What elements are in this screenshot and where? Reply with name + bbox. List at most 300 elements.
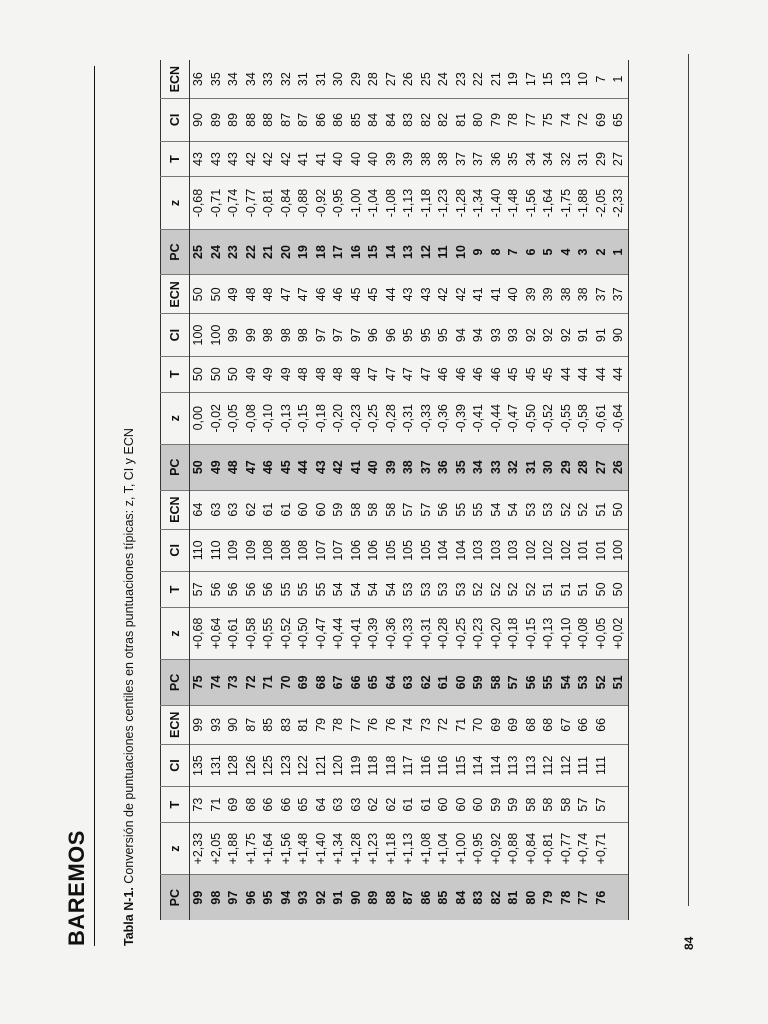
table-cell: 108: [260, 529, 278, 571]
table-cell: 68: [523, 705, 541, 744]
table-cell: 7: [505, 229, 523, 275]
table-row: [295, 60, 313, 920]
table-cell: 50: [593, 572, 611, 608]
table-cell: 49: [225, 275, 243, 314]
table-cell: 61: [400, 787, 418, 823]
table-cell: 2: [593, 229, 611, 275]
table-cell: +0,74: [575, 823, 593, 875]
table-cell: 91: [330, 875, 348, 920]
table-cell: +0,58: [243, 607, 261, 659]
table-cell: +1,04: [435, 823, 453, 875]
table-cell: 103: [470, 529, 488, 571]
table-cell: 54: [558, 660, 576, 706]
table-cell: 101: [593, 529, 611, 571]
table-cell: 40: [348, 141, 366, 177]
column-header-ci: CI: [161, 744, 190, 786]
table-cell: 32: [558, 141, 576, 177]
table-cell: 89: [225, 99, 243, 141]
table-cell: 63: [330, 787, 348, 823]
table-cell: 42: [453, 275, 471, 314]
table-cell: 47: [295, 275, 313, 314]
table-cell: 74: [208, 660, 226, 706]
table-cell: 53: [575, 660, 593, 706]
table-cell: 43: [400, 275, 418, 314]
column-header-ci: CI: [161, 529, 190, 571]
column-header-ci: CI: [161, 99, 190, 141]
table-cell: -1,40: [488, 177, 506, 229]
table-cell: 28: [575, 444, 593, 490]
table-row: [190, 60, 208, 920]
table-cell: 69: [593, 99, 611, 141]
table-cell: 99: [243, 314, 261, 356]
table-cell: 84: [453, 875, 471, 920]
table-cell: 57: [190, 572, 208, 608]
table-cell: -0,74: [225, 177, 243, 229]
table-cell: 97: [313, 314, 331, 356]
table-cell: 7: [593, 75, 608, 83]
table-cell: 62: [383, 787, 401, 823]
table-cell: 102: [540, 529, 558, 571]
table-cell: 118: [383, 744, 401, 786]
table-cell: 43: [418, 275, 436, 314]
table-cell: -2,33: [610, 177, 628, 229]
table-cell: 88: [383, 875, 401, 920]
table-cell: 88: [260, 99, 278, 141]
table-cell: [610, 823, 628, 875]
table-cell: -1,28: [453, 177, 471, 229]
table-cell: 87: [278, 99, 296, 141]
table-row: [365, 60, 383, 920]
column-header-pc: PC: [161, 444, 190, 490]
table-cell: 73: [190, 787, 208, 823]
table-cell: 61: [418, 787, 436, 823]
table-cell: +0,64: [208, 607, 226, 659]
table-cell: +0,61: [225, 607, 243, 659]
table-cell: 122: [295, 744, 313, 786]
table-cell: 57: [593, 787, 611, 823]
table-cell: 87: [295, 99, 313, 141]
table-cell: 1: [610, 60, 628, 99]
table-cell: 56: [523, 660, 541, 706]
table-cell: 79: [488, 99, 506, 141]
column-header-z: z: [161, 823, 190, 875]
table-cell: 82: [418, 99, 436, 141]
table-cell: 40: [505, 275, 523, 314]
table-cell: 36: [435, 444, 453, 490]
table-cell: 41: [348, 444, 366, 490]
table-cell: 97: [348, 314, 366, 356]
table-cell: +0,50: [295, 607, 313, 659]
table-cell: 49: [208, 444, 226, 490]
table-cell: 73: [225, 660, 243, 706]
table-cell: 80: [523, 875, 541, 920]
column-header-pc: PC: [161, 229, 190, 275]
table-cell: -0,52: [540, 392, 558, 444]
table-cell: +1,23: [365, 823, 383, 875]
table-cell: 72: [243, 660, 261, 706]
table-cell: 42: [330, 444, 348, 490]
table-row: [453, 60, 471, 920]
table-row: [418, 60, 436, 920]
table-cell: 11: [435, 229, 453, 275]
table-cell: 48: [348, 356, 366, 392]
table-cell: 10: [453, 229, 471, 275]
table-row: [243, 60, 261, 920]
table-cell: -1,88: [575, 177, 593, 229]
table-cell: 34: [243, 72, 258, 87]
table-cell: 66: [593, 705, 611, 744]
table-cell: +0,08: [575, 607, 593, 659]
table-cell: 109: [225, 529, 243, 571]
table-cell: 92: [558, 314, 576, 356]
table-cell: 47: [418, 356, 436, 392]
table-cell: -0,28: [383, 392, 401, 444]
table-cell: 38: [435, 141, 453, 177]
table-cell: 57: [400, 490, 418, 529]
table-cell: 56: [208, 572, 226, 608]
table-caption: [122, 428, 136, 946]
column-header-pc: PC: [161, 660, 190, 706]
table-cell: 47: [400, 356, 418, 392]
table-cell: -1,48: [505, 177, 523, 229]
table-cell: 49: [260, 356, 278, 392]
table-cell: 95: [260, 875, 278, 920]
table-cell: 47: [365, 356, 383, 392]
table-cell: 111: [575, 744, 593, 786]
table-cell: 66: [260, 787, 278, 823]
table-cell: 37: [470, 141, 488, 177]
table-cell: 82: [488, 875, 506, 920]
table-cell: 39: [383, 444, 401, 490]
table-cell: 88: [243, 99, 261, 141]
table-cell: 98: [260, 314, 278, 356]
table-cell: -0,84: [278, 177, 296, 229]
section-title: BAREMOS: [64, 830, 89, 946]
table-cell: 104: [435, 529, 453, 571]
table-cell: 62: [418, 660, 436, 706]
table-cell: 99: [225, 314, 243, 356]
table-cell: 63: [400, 660, 418, 706]
table-cell: 95: [400, 314, 418, 356]
table-cell: 54: [365, 572, 383, 608]
table-cell: 103: [488, 529, 506, 571]
table-cell: 42: [243, 141, 261, 177]
table-cell: 98: [295, 314, 313, 356]
table-cell: 100: [610, 529, 628, 571]
table-cell: 47: [278, 275, 296, 314]
table-cell: 41: [470, 275, 488, 314]
table-cell: 76: [383, 705, 401, 744]
table-cell: 39: [400, 141, 418, 177]
column-header-ecn: ECN: [161, 705, 190, 744]
table-cell: +0,20: [488, 607, 506, 659]
table-cell: 49: [278, 356, 296, 392]
table-cell: +0,41: [348, 607, 366, 659]
table-cell: 69: [225, 787, 243, 823]
column-header-pc: PC: [161, 875, 190, 920]
table-cell: 46: [470, 356, 488, 392]
table-cell: 96: [243, 875, 261, 920]
table-cell: 107: [330, 529, 348, 571]
table-cell: 95: [435, 314, 453, 356]
table-cell: +1,34: [330, 823, 348, 875]
table-cell: 55: [295, 572, 313, 608]
table-cell: 58: [348, 490, 366, 529]
table-cell: 13: [558, 72, 573, 87]
table-cell: 19: [295, 229, 313, 275]
table-cell: 8: [488, 229, 506, 275]
table-cell: 66: [348, 660, 366, 706]
table-cell: 24: [436, 72, 451, 87]
table-cell: 87: [243, 705, 261, 744]
table-cell: 62: [243, 490, 261, 529]
table-cell: 65: [295, 787, 313, 823]
table-cell: 67: [330, 660, 348, 706]
table-cell: 29: [593, 141, 611, 177]
table-cell: 38: [418, 141, 436, 177]
table-cell: +0,23: [470, 607, 488, 659]
table-cell: 46: [435, 356, 453, 392]
table-cell: 45: [523, 356, 541, 392]
table-cell: 63: [225, 490, 243, 529]
table-cell: 105: [418, 529, 436, 571]
table-cell: 50: [190, 356, 208, 392]
table-cell: 104: [453, 529, 471, 571]
table-cell: 128: [225, 744, 243, 786]
table-row: [540, 60, 558, 920]
table-cell: -2,05: [593, 177, 611, 229]
table-cell: [610, 705, 628, 744]
table-cell: 120: [330, 744, 348, 786]
table-row: [470, 60, 488, 920]
table-cell: 90: [610, 314, 628, 356]
table-cell: 76: [593, 875, 611, 920]
table-cell: +1,75: [243, 823, 261, 875]
table-cell: 81: [453, 99, 471, 141]
table-cell: 40: [330, 141, 348, 177]
table-cell: 74: [558, 99, 576, 141]
table-cell: 107: [313, 529, 331, 571]
table-cell: 78: [505, 99, 523, 141]
table-cell: 93: [488, 314, 506, 356]
table-cell: -1,75: [558, 177, 576, 229]
table-cell: 113: [523, 744, 541, 786]
table-cell: 70: [278, 660, 296, 706]
table-cell: 33: [488, 444, 506, 490]
table-cell: 86: [330, 99, 348, 141]
table-cell: 16: [348, 229, 366, 275]
table-cell: 31: [523, 444, 541, 490]
table-cell: 62: [365, 787, 383, 823]
table-cell: 53: [523, 490, 541, 529]
table-cell: 85: [435, 875, 453, 920]
table-cell: 52: [558, 490, 576, 529]
table-cell: 51: [575, 572, 593, 608]
table-cell: 59: [470, 660, 488, 706]
table-cell: -1,13: [400, 177, 418, 229]
table-cell: +1,56: [278, 823, 296, 875]
table-cell: 119: [348, 744, 366, 786]
column-header-ecn: ECN: [161, 275, 190, 314]
table-cell: 42: [278, 141, 296, 177]
table-cell: 86: [418, 875, 436, 920]
table-cell: 50: [610, 490, 628, 529]
table-cell: 39: [523, 275, 541, 314]
column-header-ci: CI: [161, 314, 190, 356]
table-cell: [610, 744, 628, 786]
table-cell: 14: [383, 229, 401, 275]
table-row: [225, 60, 243, 920]
table-cell: 52: [505, 572, 523, 608]
table-cell: 47: [383, 356, 401, 392]
table-cell: +0,13: [540, 607, 558, 659]
table-cell: 50: [225, 356, 243, 392]
table-cell: +1,28: [348, 823, 366, 875]
table-cell: +0,92: [488, 823, 506, 875]
column-header-t: T: [161, 141, 190, 177]
table-cell: -0,77: [243, 177, 261, 229]
table-cell: 52: [488, 572, 506, 608]
table-cell: 102: [558, 529, 576, 571]
table-cell: 102: [523, 529, 541, 571]
table-cell: 48: [243, 275, 261, 314]
table-cell: 45: [540, 356, 558, 392]
table-cell: 41: [295, 141, 313, 177]
column-header-t: T: [161, 787, 190, 823]
table-cell: 90: [190, 99, 208, 141]
table-cell: +0,05: [593, 607, 611, 659]
table-cell: 98: [278, 314, 296, 356]
table-cell: 93: [505, 314, 523, 356]
table-cell: -1,04: [365, 177, 383, 229]
table-cell: 51: [610, 660, 628, 706]
table-cell: 43: [190, 141, 208, 177]
table-cell: 35: [505, 141, 523, 177]
table-cell: 64: [190, 490, 208, 529]
table-cell: 3: [575, 229, 593, 275]
table-cell: -1,34: [470, 177, 488, 229]
table-cell: 26: [610, 444, 628, 490]
table-cell: 103: [505, 529, 523, 571]
table-cell: 46: [260, 444, 278, 490]
table-cell: 49: [243, 356, 261, 392]
title-rule: [94, 66, 95, 946]
table-cell: +0,36: [383, 607, 401, 659]
table-cell: 126: [243, 744, 261, 786]
table-cell: 13: [400, 229, 418, 275]
table-row: [593, 60, 611, 920]
table-row: [505, 60, 523, 920]
table-cell: 101: [575, 529, 593, 571]
table-cell: -0,33: [418, 392, 436, 444]
table-cell: -0,36: [435, 392, 453, 444]
table-cell: -0,13: [278, 392, 296, 444]
table-cell: 53: [435, 572, 453, 608]
table-cell: 68: [243, 787, 261, 823]
table-cell: [610, 787, 628, 823]
table-cell: 58: [383, 490, 401, 529]
table-cell: 24: [208, 229, 226, 275]
table-cell: 94: [278, 875, 296, 920]
table-cell: -0,25: [365, 392, 383, 444]
table-cell: 34: [226, 72, 241, 87]
table-cell: 50: [190, 275, 208, 314]
table-cell: 98: [208, 875, 226, 920]
table-cell: 66: [278, 787, 296, 823]
table-cell: 29: [348, 72, 363, 87]
table-cell: 27: [383, 72, 398, 87]
table-row: [330, 60, 348, 920]
table-cell: 86: [313, 99, 331, 141]
table-cell: 71: [453, 705, 471, 744]
table-cell: 37: [418, 444, 436, 490]
table-cell: -0,68: [190, 177, 208, 229]
table-cell: 53: [400, 572, 418, 608]
table-cell: 87: [400, 875, 418, 920]
table-cell: 114: [488, 744, 506, 786]
table-cell: 100: [208, 314, 226, 356]
table-row: [575, 60, 593, 920]
table-cell: 37: [453, 141, 471, 177]
table-cell: 44: [295, 444, 313, 490]
table-cell: 37: [593, 275, 611, 314]
table-cell: 34: [523, 141, 541, 177]
table-row: [260, 60, 278, 920]
table-cell: 18: [313, 229, 331, 275]
table-cell: 59: [505, 787, 523, 823]
table-cell: 106: [348, 529, 366, 571]
table-cell: [610, 875, 628, 920]
table-cell: 44: [610, 356, 628, 392]
table-cell: -0,20: [330, 392, 348, 444]
table-cell: 54: [505, 490, 523, 529]
table-cell: 99: [190, 705, 208, 744]
table-cell: 31: [575, 141, 593, 177]
table-cell: -1,56: [523, 177, 541, 229]
table-cell: 100: [190, 314, 208, 356]
table-cell: 75: [540, 99, 558, 141]
table-cell: -0,15: [295, 392, 313, 444]
table-row: [435, 60, 453, 920]
table-cell: 92: [540, 314, 558, 356]
table-cell: 97: [330, 314, 348, 356]
table-cell: 5: [540, 229, 558, 275]
table-cell: 53: [540, 490, 558, 529]
table-cell: +0,55: [260, 607, 278, 659]
table-cell: 105: [400, 529, 418, 571]
table-cell: 99: [190, 875, 208, 920]
table-cell: 52: [593, 660, 611, 706]
table-cell: +0,31: [418, 607, 436, 659]
table-cell: 58: [365, 490, 383, 529]
table-cell: 32: [505, 444, 523, 490]
table-cell: -1,18: [418, 177, 436, 229]
table-cell: 83: [470, 875, 488, 920]
table-cell: 72: [575, 99, 593, 141]
table-cell: -0,61: [593, 392, 611, 444]
column-header-z: z: [161, 177, 190, 229]
table-cell: 108: [295, 529, 313, 571]
table-cell: 59: [488, 787, 506, 823]
table-row: [348, 60, 366, 920]
table-cell: 44: [593, 356, 611, 392]
table-cell: 31: [313, 72, 328, 87]
table-cell: 54: [488, 490, 506, 529]
table-cell: 66: [575, 705, 593, 744]
table-cell: -1,23: [435, 177, 453, 229]
table-cell: +1,64: [260, 823, 278, 875]
table-cell: 95: [418, 314, 436, 356]
